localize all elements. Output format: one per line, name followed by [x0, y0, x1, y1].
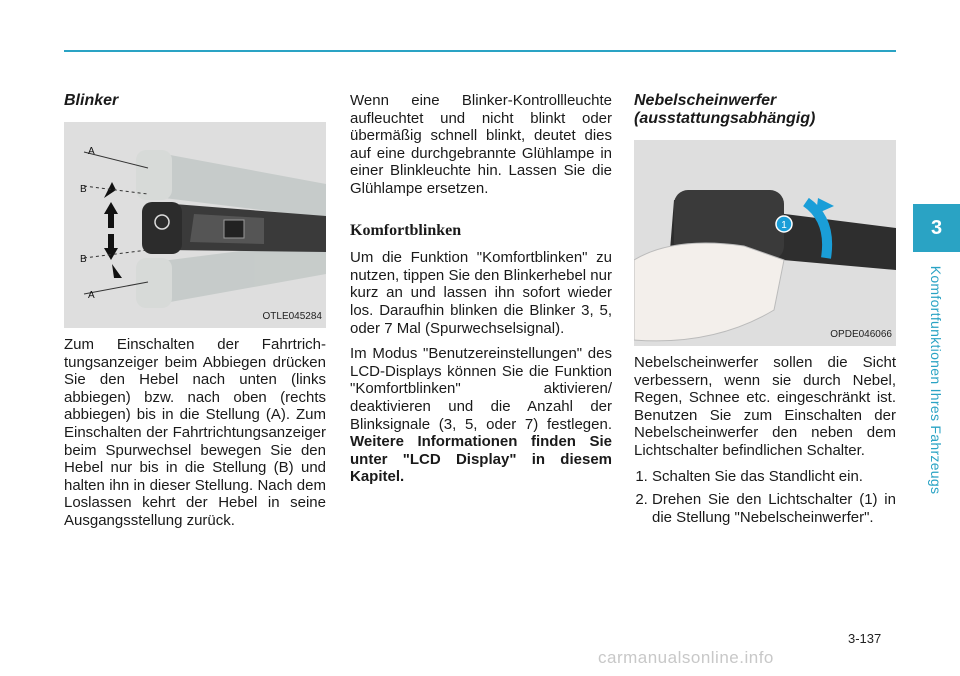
step-2: 2. Drehen Sie den Lichtschalter (1) in die Stellung "Nebelscheinwerfer".	[652, 491, 896, 526]
komfort-paragraph-1: Um die Funktion "Komfortblinken" zu nutzen, tippen Sie den Blinkerhebel nur kurz an und lassen ihn sofort wieder los. Daraufhin blinken die Blinker 3, 5, oder 7 Mal (Spurwechselsignal).	[350, 249, 612, 337]
label-a-top: A	[88, 146, 95, 157]
badge-1: 1	[781, 220, 787, 231]
watermark: carmanualsonline.info	[598, 648, 774, 667]
heading-nebelscheinwerfer: Nebelscheinwerfer (ausstattungsabhängig)	[634, 92, 816, 127]
page-number: 3-137	[848, 631, 882, 646]
label-a-bottom: A	[88, 290, 95, 301]
body-nebel: Nebelscheinwerfer sollen die Sicht verbessern, wenn sie durch Nebel, Regen, Schnee etc. eingeschränkt ist. Benutzen Sie zum Einschalten der Nebelscheinwerfer den neben dem Lichtschalter befindlichen Schalter.	[634, 354, 896, 459]
fog-light-switch-illustration	[634, 140, 896, 346]
komfort-paragraph-2-text: Im Modus "Benutzereinstellungen" des LCD-Displays können Sie die Funktion "Komfortblinken" aktivieren/ deaktivieren und die Anzahl der Blinksignale (3, 5, oder 7) festlegen.	[350, 345, 612, 433]
intro-paragraph: Wenn eine Blinker-Kontrollleuchte aufleuchtet und nicht blinkt oder übermäßig schnell blinkt, deutet dies auf eine durchgebrannte Glühlampe in einer Blinkleuchte hin. Lassen Sie die Glühlampe ersetzen.	[350, 92, 612, 197]
figure-code: OTLE045284	[262, 311, 322, 323]
steps-list	[634, 468, 896, 527]
figure-code: OPDE046066	[830, 329, 892, 341]
figure-turn-signal-lever	[64, 122, 326, 328]
turn-signal-lever-illustration	[64, 122, 326, 328]
body-blinker: Zum Einschalten der Fahrtrichtungsanzeiger beim Abbiegen drücken Sie den Hebel nach unten (links abbiegen) bzw. nach oben (rechts abbiegen) bis in die Stellung (A). Zum Einschalten der Fahrtrichtungsanzeiger beim Spurwechsel bewegen Sie den Hebel nur bis in die Stellung (B) und halten ihn in dieser Stellung. Nach dem Loslassen kehrt der Hebel in seine Ausgangsstellung zurück.	[64, 336, 326, 529]
top-rule	[64, 50, 896, 52]
chapter-title: Komfortfunktionen Ihres Fahrzeugs	[928, 265, 944, 495]
heading-komfortblinken: Komfortblinken	[350, 221, 462, 239]
label-b-bottom: B	[80, 254, 87, 265]
komfort-paragraph-2-bold: Weitere Informationen finden Sie unter "LCD Display" in diesem Kapitel.	[350, 433, 612, 486]
column-nebelscheinwerfer	[634, 92, 896, 532]
komfort-paragraph-2	[350, 345, 612, 486]
chapter-tab: 3	[913, 204, 960, 252]
column-komfortblinken	[350, 92, 612, 494]
figure-fog-light-switch	[634, 140, 896, 346]
heading-blinker: Blinker	[64, 92, 119, 109]
step-1: 1. Schalten Sie das Standlicht ein.	[652, 468, 896, 486]
label-b-top: B	[80, 184, 87, 195]
column-blinker	[64, 92, 326, 538]
